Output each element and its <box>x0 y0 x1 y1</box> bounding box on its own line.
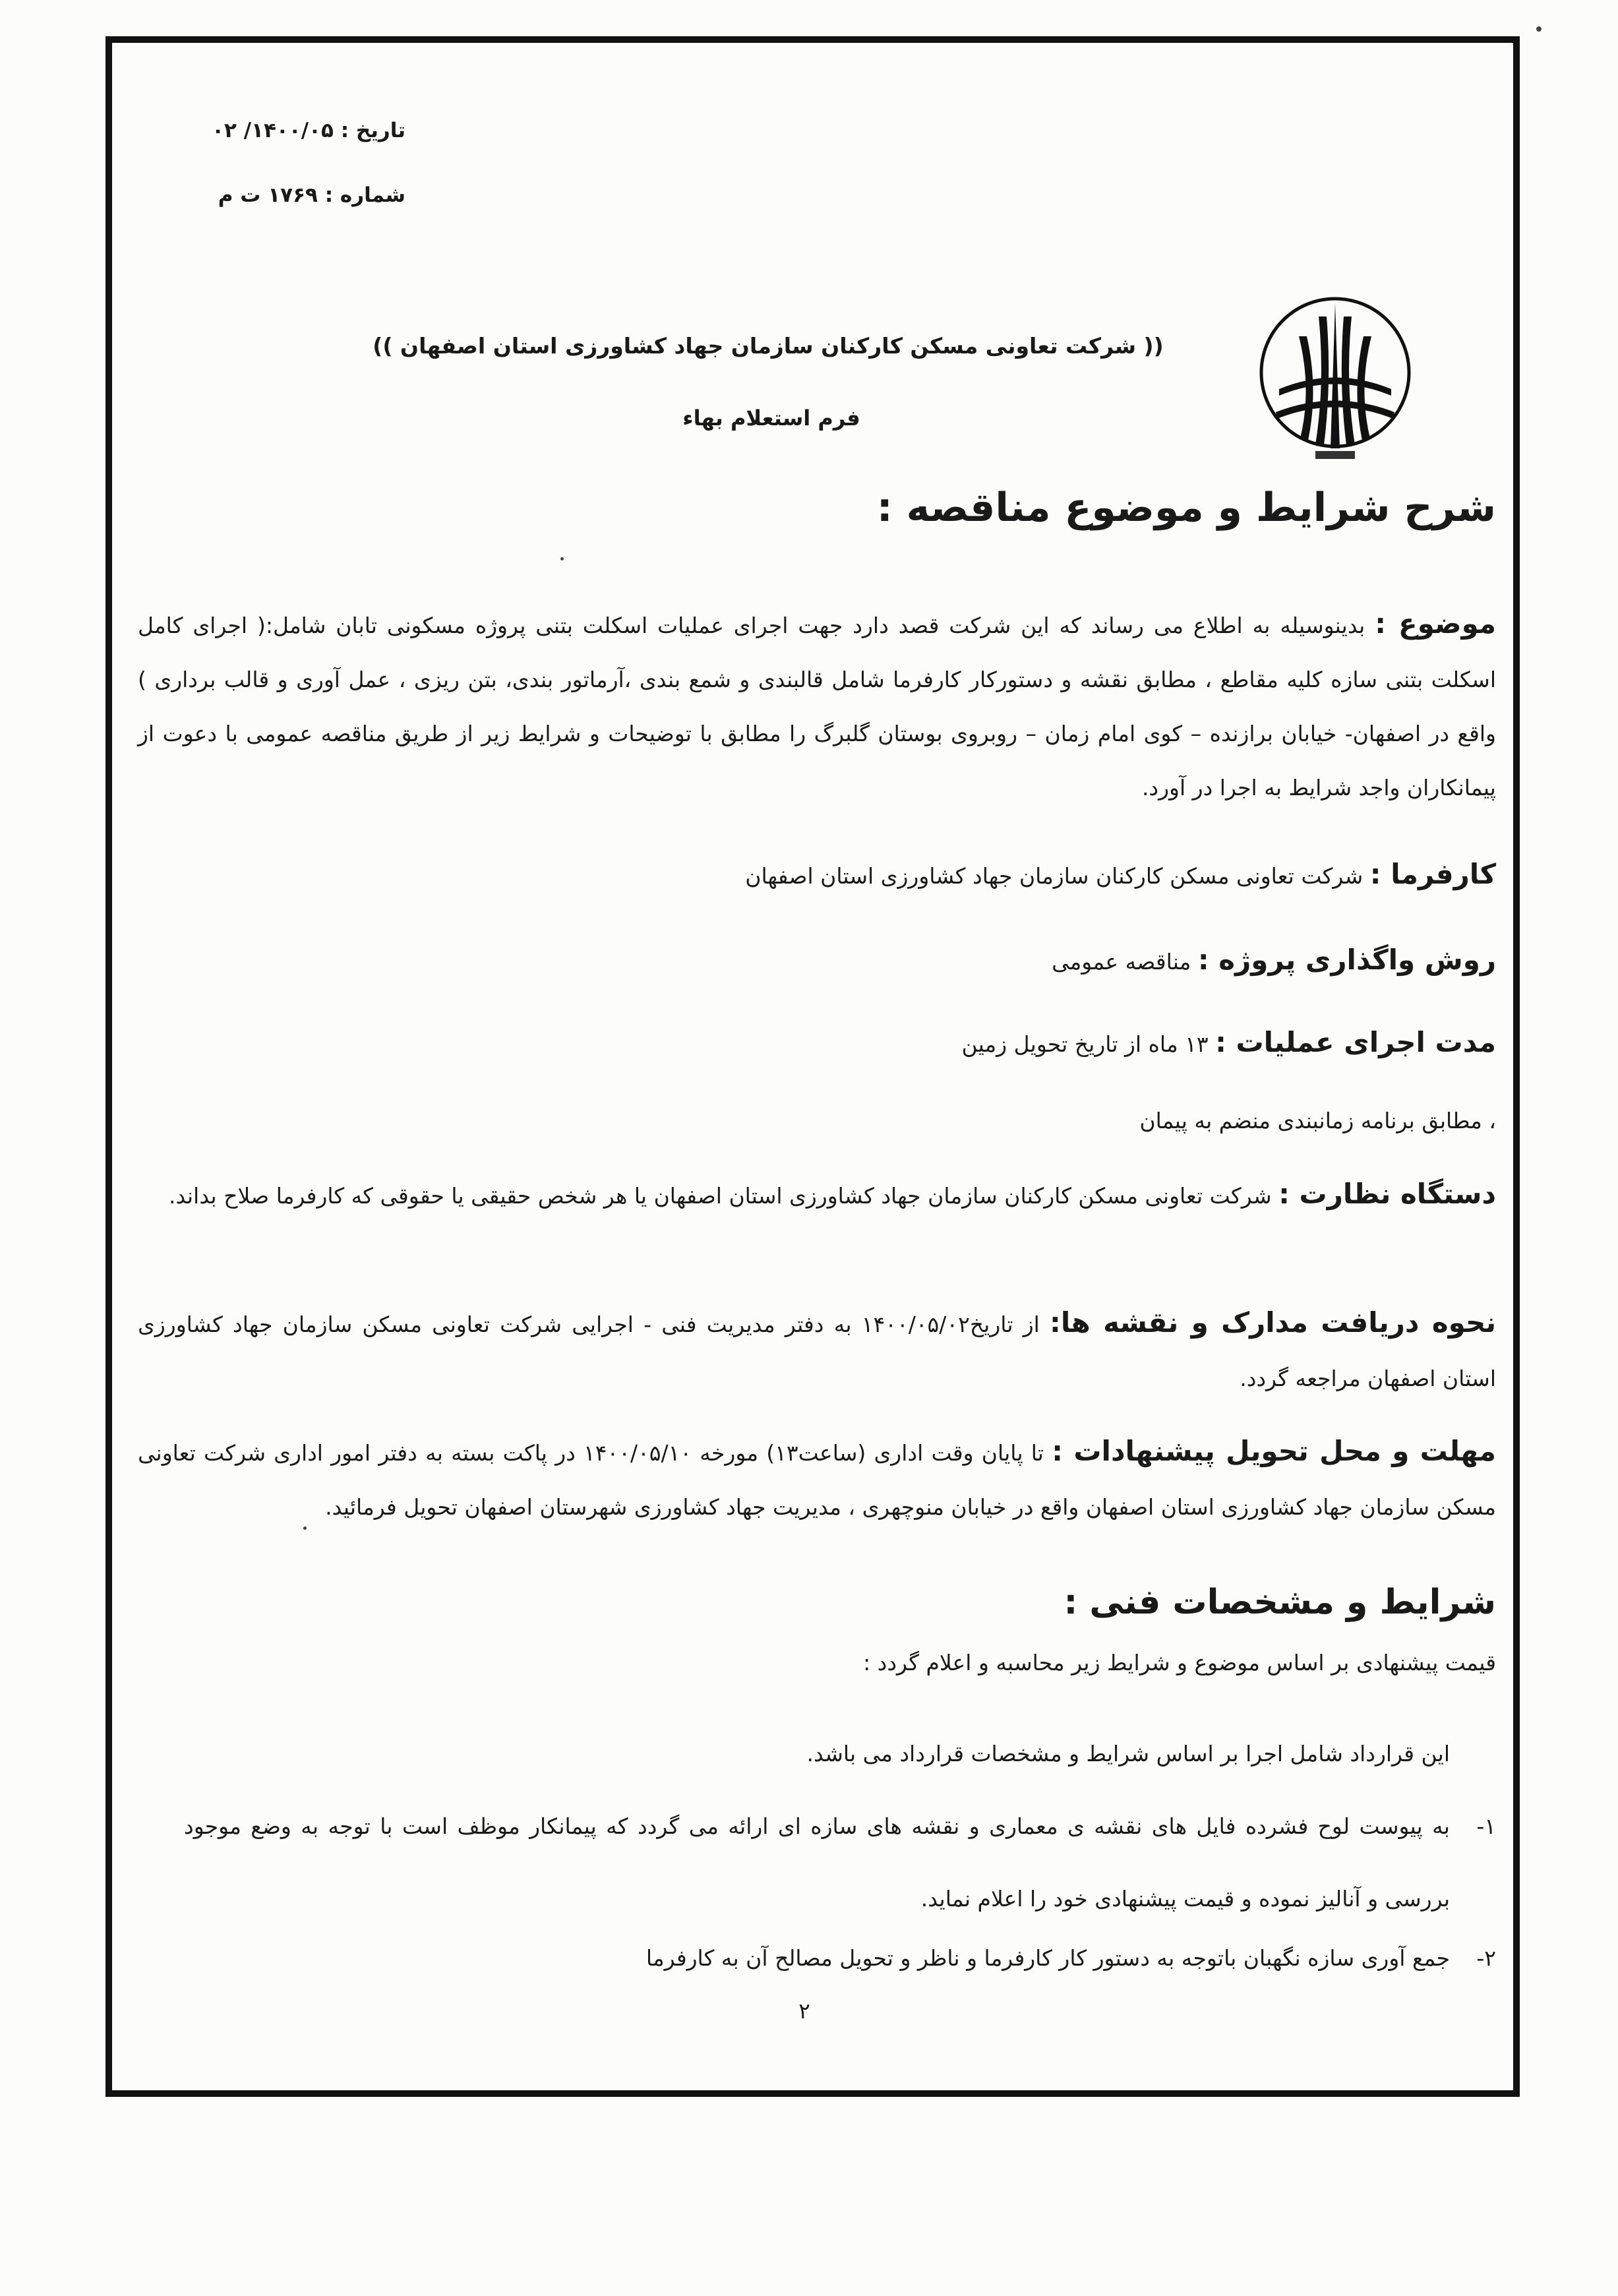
documents-paragraph <box>138 1296 1496 1406</box>
company-name: (( شرکت تعاونی مسکن کارکنان سازمان جهاد کشاورزی استان اصفهان )) <box>373 333 1164 359</box>
documents-text: از تاریخ۱۴۰۰/۰۵/۰۲ به دفتر مدیریت فنی - اجرایی شرکت تعاونی مسکن سازمان جهاد کشاورزی استان اصفهان مراجعه گردد. <box>138 1312 1496 1391</box>
subject-label: موضوع : <box>1375 607 1496 640</box>
employer-text: شرکت تعاونی مسکن کارکنان سازمان جهاد کشاورزی استان اصفهان <box>745 863 1363 889</box>
deadline-text: تا پایان وقت اداری (ساعت۱۳) مورخه ۱۴۰۰/۰۵/۱۰ در پاکت بسته به دفتر امور اداری شرکت تعاونی مسکن سازمان جهاد کشاورزی استان اصفهان واقع در خیابان منوچهری ، مدیریت جهاد کشاورزی شهرستان اصفهان تحویل فرمائید. <box>138 1440 1496 1520</box>
duration-label: مدت اجرای عملیات : <box>1215 1026 1496 1058</box>
main-heading: شرح شرایط و موضوع مناقصه : <box>876 485 1496 531</box>
schedule-note: ، مطابق برنامه زمانبندی منضم به پیمان <box>1139 1108 1496 1133</box>
method-paragraph <box>138 933 1496 989</box>
supervision-label: دستگاه نظارت : <box>1278 1178 1496 1210</box>
letter-number: شماره : ۱۷۶۹ ت م <box>218 183 405 207</box>
supervision-paragraph <box>138 1167 1496 1223</box>
scan-speck <box>303 1526 307 1530</box>
documents-label: نحوه دریافت مدارک و نقشه ها: <box>1050 1306 1496 1339</box>
supervision-text: شرکت تعاونی مسکن کارکنان سازمان جهاد کشاورزی استان اصفهان یا هر شخص حقیقی یا حقوقی که کارفرما صلاح بداند. <box>169 1183 1272 1209</box>
list-item-number: ۲- <box>1476 1945 1496 1971</box>
scan-speck <box>560 557 564 560</box>
list-item-number: ۱- <box>1476 1813 1496 1839</box>
method-label: روش واگذاری پروژه : <box>1197 944 1496 976</box>
deadline-paragraph <box>138 1424 1496 1534</box>
list-item <box>184 1922 1496 1995</box>
duration-paragraph <box>138 1015 1496 1072</box>
technical-intro: قیمت پیشنهادی بر اساس موضوع و شرایط زیر محاسبه و اعلام گردد : <box>863 1650 1496 1676</box>
company-logo-seal <box>1253 290 1418 465</box>
method-text: مناقصه عمومی <box>1052 949 1191 975</box>
list-item-text: جمع آوری سازه نگهبان باتوجه به دستور کار کارفرما و ناظر و تحویل مصالح آن به کارفرما <box>645 1945 1450 1971</box>
form-title: فرم استعلام بهاء <box>682 406 860 431</box>
technical-heading: شرایط و مشخصات فنی : <box>1064 1583 1496 1622</box>
deadline-label: مهلت و محل تحویل پیشنهادات : <box>1052 1435 1496 1467</box>
subject-text: بدینوسیله به اطلاع می رساند که این شرکت قصد دارد جهت اجرای عملیات اسکلت بتنی پروژه مسکونی تابان شامل:( اجرای کامل اسکلت بتنی سازه کلیه مقاطع ، مطابق نقشه و دستورکار کارفرما شامل قالبندی و شمع بندی ،آرماتور بندی، بتن ریزی ، عمل آوری و قالب برداری ) واقع در اصفهان- خیابان برازنده – کوی امام زمان – روبروی بوستان گلبرگ را مطابق با توضیحات و شرایط زیر از طریق مناقصه عمومی با دعوت از پیمانکاران واجد شرایط به اجرا در آورد. <box>138 613 1496 801</box>
list-item-text: به پیوست لوح فشرده فایل های نقشه ی معماری و نقشه های سازه ای ارائه می گردد که پیمانکار موظف است با توجه به وضع موجود بررسی و آنالیز نموده و قیمت پیشنهادی خود را اعلام نماید. <box>184 1813 1450 1912</box>
page-number: ۲ <box>798 1998 810 2024</box>
scan-speck <box>1536 26 1542 32</box>
list-item <box>184 1790 1496 1935</box>
duration-text: ۱۳ ماه از تاریخ تحویل زمین <box>961 1031 1209 1057</box>
date-line: تاریخ : ۱۴۰۰/۰۵/ ۰۲ <box>212 119 405 142</box>
contract-note: این قرارداد شامل اجرا بر اساس شرایط و مشخصات قرارداد می باشد. <box>806 1741 1450 1767</box>
subject-paragraph <box>138 597 1496 815</box>
employer-paragraph <box>138 847 1496 903</box>
employer-label: کارفرما : <box>1369 858 1496 890</box>
